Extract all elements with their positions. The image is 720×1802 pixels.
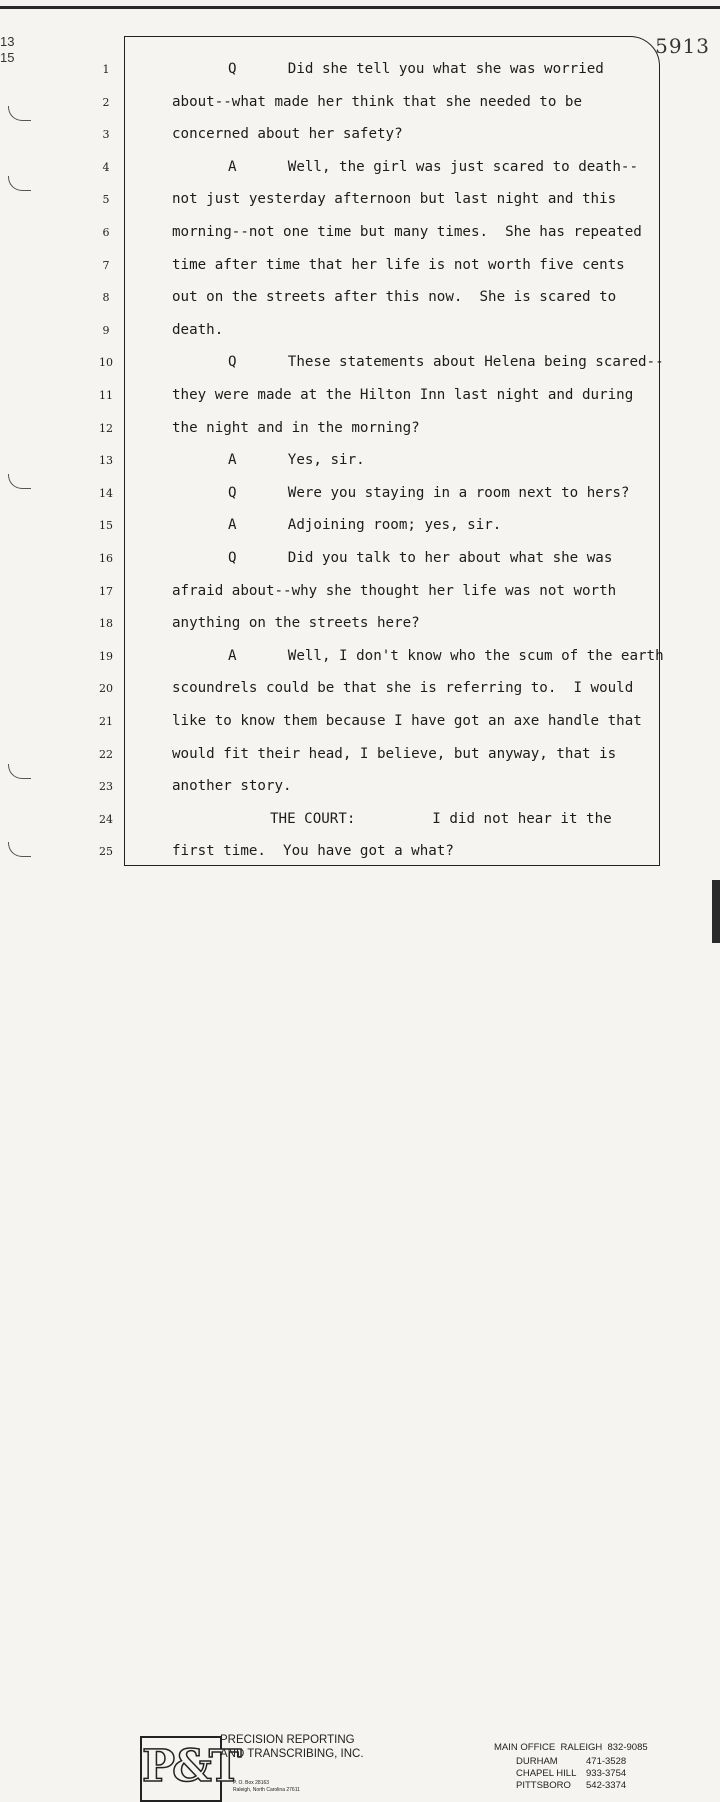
transcript-line: not just yesterday afternoon but last night and this (172, 191, 617, 207)
line-number: 15 (99, 519, 113, 532)
transcript-line: anything on the streets here? (172, 615, 420, 631)
footer (0, 866, 720, 1793)
line-number: 2 (102, 96, 110, 109)
transcript-line: like to know them because I have got an axe handle that (172, 713, 642, 729)
company-name-line2: AND TRANSCRIBING, INC. (220, 1748, 364, 1760)
line-number: 25 (99, 845, 113, 858)
transcript-line: Q Did you talk to her about what she was (228, 550, 613, 566)
transcript-line: death. (172, 322, 224, 338)
transcript-line: A Adjoining room; yes, sir. (228, 517, 502, 533)
transcript-line: they were made at the Hilton Inn last night and during (172, 387, 634, 403)
office-phone: 542-3374 (586, 1780, 627, 1791)
company-address-line1: P. O. Box 28163 (233, 1780, 270, 1786)
line-number: 10 (99, 356, 113, 369)
line-number: 11 (99, 389, 113, 402)
top-border-rule (0, 6, 720, 9)
line-number: 4 (102, 161, 110, 174)
office-phone: 471-3528 (586, 1756, 627, 1767)
line-number: 19 (99, 650, 113, 663)
office-city: CHAPEL HILL (516, 1768, 577, 1779)
transcript-line: A Yes, sir. (228, 452, 365, 468)
corner-number-bottom: 15 (0, 50, 15, 65)
office-city: DURHAM (516, 1756, 558, 1767)
punch-hole-mark (8, 842, 31, 857)
line-number: 8 (102, 291, 110, 304)
line-number: 1 (102, 63, 110, 76)
transcript-line: would fit their head, I believe, but anyway, that is (172, 746, 617, 762)
transcript-line: afraid about--why she thought her life was not worth (172, 583, 617, 599)
line-number: 17 (99, 585, 113, 598)
transcript-line: another story. (172, 778, 292, 794)
line-number: 20 (99, 682, 113, 695)
transcript-line: Q These statements about Helena being scared-- (228, 354, 664, 370)
line-number: 5 (102, 193, 110, 206)
punch-hole-mark (8, 474, 31, 489)
office-city: PITTSBORO (516, 1780, 571, 1791)
line-number: 6 (102, 226, 110, 239)
line-number: 13 (99, 454, 113, 467)
transcript-line: concerned about her safety? (172, 126, 403, 142)
line-number: 14 (99, 487, 113, 500)
company-name-line1: PRECISION REPORTING (220, 1734, 355, 1746)
line-number: 22 (99, 748, 113, 761)
line-number: 23 (99, 780, 113, 793)
transcript-line: A Well, the girl was just scared to death-- (228, 159, 638, 175)
line-number: 21 (99, 715, 113, 728)
line-number: 3 (102, 128, 110, 141)
line-number: 12 (99, 422, 113, 435)
line-number: 7 (102, 259, 110, 272)
transcript-line: THE COURT: I did not hear it the (270, 811, 612, 827)
punch-hole-mark (8, 764, 31, 779)
transcript-line: A Well, I don't know who the scum of the earth (228, 648, 664, 664)
office-phone: 933-3754 (586, 1768, 627, 1779)
scan-edge-shadow (712, 880, 720, 943)
line-number: 16 (99, 552, 113, 565)
transcript-line: time after time that her life is not worth five cents (172, 257, 625, 273)
page-number: 5913 (655, 34, 710, 58)
transcript-line: Q Were you staying in a room next to hers? (228, 485, 630, 501)
transcript-line: about--what made her think that she needed to be (172, 94, 582, 110)
punch-hole-mark (8, 106, 31, 121)
line-number: 9 (102, 324, 110, 337)
company-logo: P&T (140, 1736, 222, 1802)
company-address-line2: Raleigh, North Carolina 27611 (233, 1787, 300, 1793)
transcript-line: first time. You have got a what? (172, 843, 454, 859)
transcript-line: Q Did she tell you what she was worried (228, 61, 604, 77)
punch-hole-mark (8, 176, 31, 191)
transcript-line: scoundrels could be that she is referring to. I would (172, 680, 634, 696)
line-number: 24 (99, 813, 113, 826)
line-number: 18 (99, 617, 113, 630)
corner-number-top: 13 (0, 34, 15, 49)
transcript-line: the night and in the morning? (172, 420, 420, 436)
transcript-line: morning--not one time but many times. She has repeated (172, 224, 642, 240)
main-office: MAIN OFFICE RALEIGH 832-9085 (494, 1742, 648, 1753)
transcript-line: out on the streets after this now. She is scared to (172, 289, 617, 305)
